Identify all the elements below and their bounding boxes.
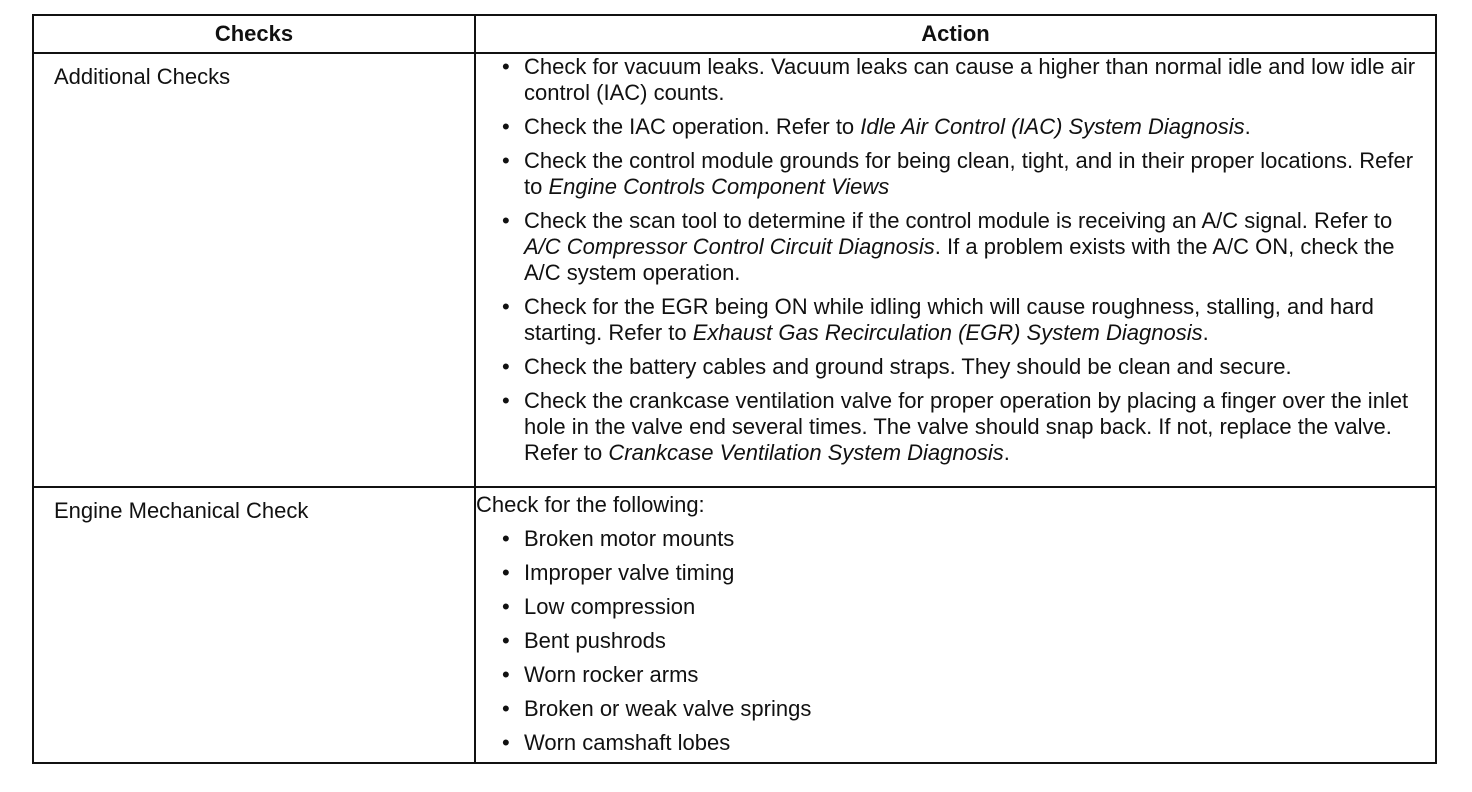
item-text: Check for the EGR being ON while idling which will cause roughness, stalling, and hard starting. Refer to [524,294,1374,345]
item-text: Low compression [524,594,696,619]
diagnostic-table [32,14,1437,764]
item-text-after: . [1202,320,1209,345]
list-item [476,148,1435,200]
header-row [33,15,1436,53]
list-item [476,354,1435,380]
item-text: Check for vacuum leaks. Vacuum leaks can cause a higher than normal idle and low idle air control (IAC) counts. [524,54,1416,105]
list-item [476,696,1435,722]
item-text: Bent pushrods [524,628,666,653]
bullet-icon: • [502,54,510,79]
checks-cell [33,53,475,487]
item-text: Worn camshaft lobes [524,730,731,755]
item-text-after: . If a problem exists with the A/C ON, check the A/C system operation. [524,234,1395,285]
list-item [476,388,1435,466]
action-column-header: Action [475,15,1436,53]
list-item [476,294,1435,346]
item-text: Check the control module grounds for being clean, tight, and in their proper locations. Refer to [524,148,1414,199]
list-item [476,526,1435,552]
list-item [476,208,1435,286]
item-text: Check the battery cables and ground straps. They should be clean and secure. [524,354,1292,379]
reference-link: Idle Air Control (IAC) System Diagnosis [860,114,1245,139]
list-item [476,560,1435,586]
table-row-additional-checks [33,53,1436,487]
reference-link: Crankcase Ventilation System Diagnosis [608,440,1004,465]
item-text-after: . [1244,114,1251,139]
bullet-icon: • [502,560,510,585]
bullet-icon: • [502,148,510,173]
item-text: Improper valve timing [524,560,735,585]
reference-link: A/C Compressor Control Circuit Diagnosis [524,234,935,259]
list-item [476,114,1435,140]
item-text: Check the IAC operation. Refer to [524,114,861,139]
checks-cell [33,487,475,763]
reference-link: Engine Controls Component Views [548,174,890,199]
list-item [476,628,1435,654]
bullet-icon: • [502,730,510,755]
bullet-icon: • [502,208,510,233]
engine-intro-text: Check for the following: [476,492,705,517]
item-text: Worn rocker arms [524,662,699,687]
bullet-icon: • [502,354,510,379]
item-text: Check the crankcase ventilation valve for proper operation by placing a finger over the inlet hole in the valve end several times. The valve should snap back. If not, replace the valve. Refer to [524,388,1409,465]
bullet-icon: • [502,114,510,139]
action-cell [475,53,1436,487]
reference-link: Exhaust Gas Recirculation (EGR) System Diagnosis [692,320,1203,345]
check-name-engine: Engine Mechanical Check [54,498,309,523]
check-name-additional: Additional Checks [54,64,231,89]
list-item [476,662,1435,688]
bullet-icon: • [502,696,510,721]
action-cell [475,487,1436,763]
list-item [476,594,1435,620]
item-text: Broken motor mounts [524,526,735,551]
bullet-icon: • [502,628,510,653]
item-text: Broken or weak valve springs [524,696,812,721]
list-item [476,54,1435,106]
bullet-icon: • [502,388,510,413]
bullet-icon: • [502,662,510,687]
checks-column-header: Checks [33,15,475,53]
table-row-engine-mechanical [33,487,1436,763]
bullet-icon: • [502,294,510,319]
item-text: Check the scan tool to determine if the control module is receiving an A/C signal. Refer to [524,208,1393,233]
bullet-icon: • [502,594,510,619]
list-item [476,730,1435,756]
item-text-after: . [1003,440,1010,465]
additional-checks-list [476,54,1435,466]
engine-checks-list [476,526,1435,756]
bullet-icon: • [502,526,510,551]
